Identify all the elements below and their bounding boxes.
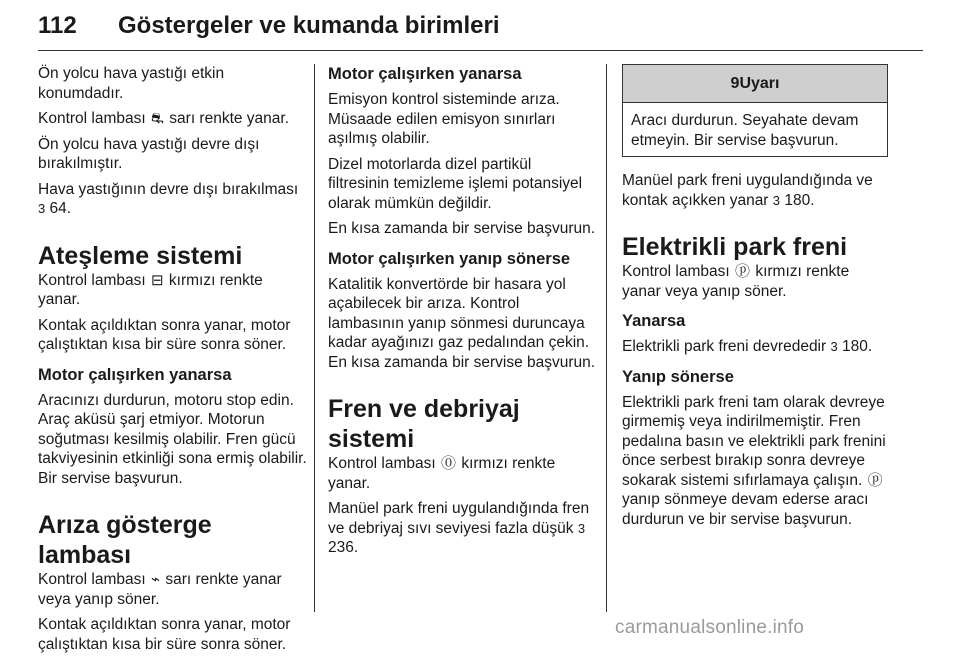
watermark: carmanualsonline.info bbox=[615, 617, 805, 638]
section-heading: Elektrikli park freni bbox=[622, 233, 848, 261]
airbag-off-icon: ⛐ bbox=[151, 110, 164, 127]
page-ref-arrow-icon: 3 bbox=[830, 339, 838, 354]
subsection-heading: Yanarsa bbox=[622, 312, 686, 330]
page-ref-arrow-icon: 3 bbox=[772, 192, 781, 208]
subsection-heading: Motor çalışırken yanıp sönerse bbox=[328, 249, 571, 268]
column-3 bbox=[622, 64, 888, 535]
page-ref[interactable]: 180. bbox=[842, 338, 873, 355]
warning-header bbox=[623, 65, 887, 103]
subsection-heading: Motor çalışırken yanarsa bbox=[38, 365, 232, 384]
paragraph: En kısa zamanda bir servise başvurun. bbox=[328, 220, 596, 237]
warning-text: Aracı durdurun. Seyahate devam etmeyin. Bir servise başvurun. bbox=[631, 112, 859, 149]
section-heading: Arıza gösterge lambası bbox=[38, 511, 212, 569]
section-heading: Ateşleme sistemi bbox=[38, 241, 243, 270]
paragraph: Aracınızı durdurun, motoru stop edin. Araç aküsü şarj etmiyor. Motorun soğutması kesilmiş olabilir. Fren gücü takviyesinin etkinliği sona ermiş olabilir. Bir servise başvurun. bbox=[38, 391, 307, 487]
paragraph: Elektrikli park freni tam olarak devreye girmemiş veya indirilmemiştir. Fren pedalına basın ve elektrikli park frenini önce serbest bırakıp sonra devreye sokarak sistemi sıfırlamaya çalışın. ⓟ yanıp sönmeye devam ederse aracı durdurun ve bir servise başvurun. bbox=[622, 393, 886, 528]
paragraph: Kontak açıldıktan sonra yanar, motor çalıştıktan kısa bir süre sonra söner. bbox=[38, 616, 291, 653]
paragraph: Emisyon kontrol sisteminde arıza. Müsaade edilen emisyon sınırları aşılmış olabilir. bbox=[328, 91, 560, 147]
page-ref-arrow-icon: 3 bbox=[38, 201, 46, 216]
warning-title: Uyarı bbox=[739, 75, 780, 92]
engine-icon: ⌁ bbox=[151, 571, 161, 588]
paragraph: Ön yolcu hava yastığı etkin konumdadır. bbox=[38, 65, 225, 102]
subsection-heading: Yanıp sönerse bbox=[622, 367, 734, 386]
column-1 bbox=[38, 64, 308, 660]
page-ref[interactable]: 180. bbox=[784, 191, 815, 209]
subsection-heading: Motor çalışırken yanarsa bbox=[328, 65, 522, 83]
page-ref[interactable]: 64. bbox=[49, 200, 72, 217]
running-title: Göstergeler ve kumanda birimleri bbox=[118, 12, 500, 39]
paragraph: Kontrol lambası ⊟ kırmızı renkte yanar. bbox=[38, 271, 263, 308]
page-number: 112 bbox=[38, 12, 77, 39]
paragraph: Katalitik konvertörde bir hasara yol açabilecek bir arıza. Kontrol lambasının yanıp sönmesi duruncaya kadar ayağınızı gaz pedalından çekin. En kısa zamanda bir servise başvurun. bbox=[328, 275, 596, 371]
paragraph: Ön yolcu hava yastığı devre dışı bırakılmıştır. bbox=[38, 135, 260, 172]
paragraph: Kontrol lambası ⓪ kırmızı renkte yanar. bbox=[328, 455, 556, 492]
paragraph: Dizel motorlarda dizel partikül filtresinin temizleme işlemi potansiyel olarak mümkün değildir. bbox=[328, 155, 583, 212]
page-ref[interactable]: 236. bbox=[328, 539, 359, 556]
parking-brake-icon: ⓟ bbox=[867, 471, 883, 489]
warning-box bbox=[622, 64, 888, 157]
column-divider bbox=[314, 64, 315, 612]
paragraph: Kontrol lambası ⛐ sarı renkte yanar. bbox=[38, 110, 290, 127]
paragraph: Kontrol lambası ⓟ kırmızı renkte yanar veya yanıp söner. bbox=[622, 263, 850, 300]
header-rule bbox=[38, 50, 923, 51]
column-divider bbox=[606, 64, 607, 612]
page-ref-arrow-icon: 3 bbox=[577, 520, 586, 536]
paragraph: Hava yastığının devre dışı bırakılması 3 64. bbox=[38, 180, 299, 217]
parking-brake-icon: ⓟ bbox=[735, 263, 751, 280]
battery-icon: ⊟ bbox=[151, 271, 164, 289]
paragraph: Manüel park freni uygulandığında ve kontak açıkken yanar 3 180. bbox=[622, 172, 873, 209]
paragraph: Manüel park freni uygulandığında fren ve debriyaj sıvı seviyesi fazla düşük 3 236. bbox=[328, 500, 590, 556]
warning-triangle-icon: 9 bbox=[730, 75, 740, 92]
page-header bbox=[38, 10, 923, 48]
paragraph: Elektrikli park freni devrededir 3 180. bbox=[622, 338, 873, 355]
paragraph: Kontrol lambası ⌁ sarı renkte yanar veya yanıp söner. bbox=[38, 571, 282, 608]
column-2 bbox=[328, 64, 596, 564]
brake-warning-icon: ⓪ bbox=[441, 455, 457, 472]
paragraph: Kontak açıldıktan sonra yanar, motor çalıştıktan kısa bir süre sonra söner. bbox=[38, 316, 291, 353]
section-heading: Fren ve debriyaj sistemi bbox=[328, 395, 520, 453]
